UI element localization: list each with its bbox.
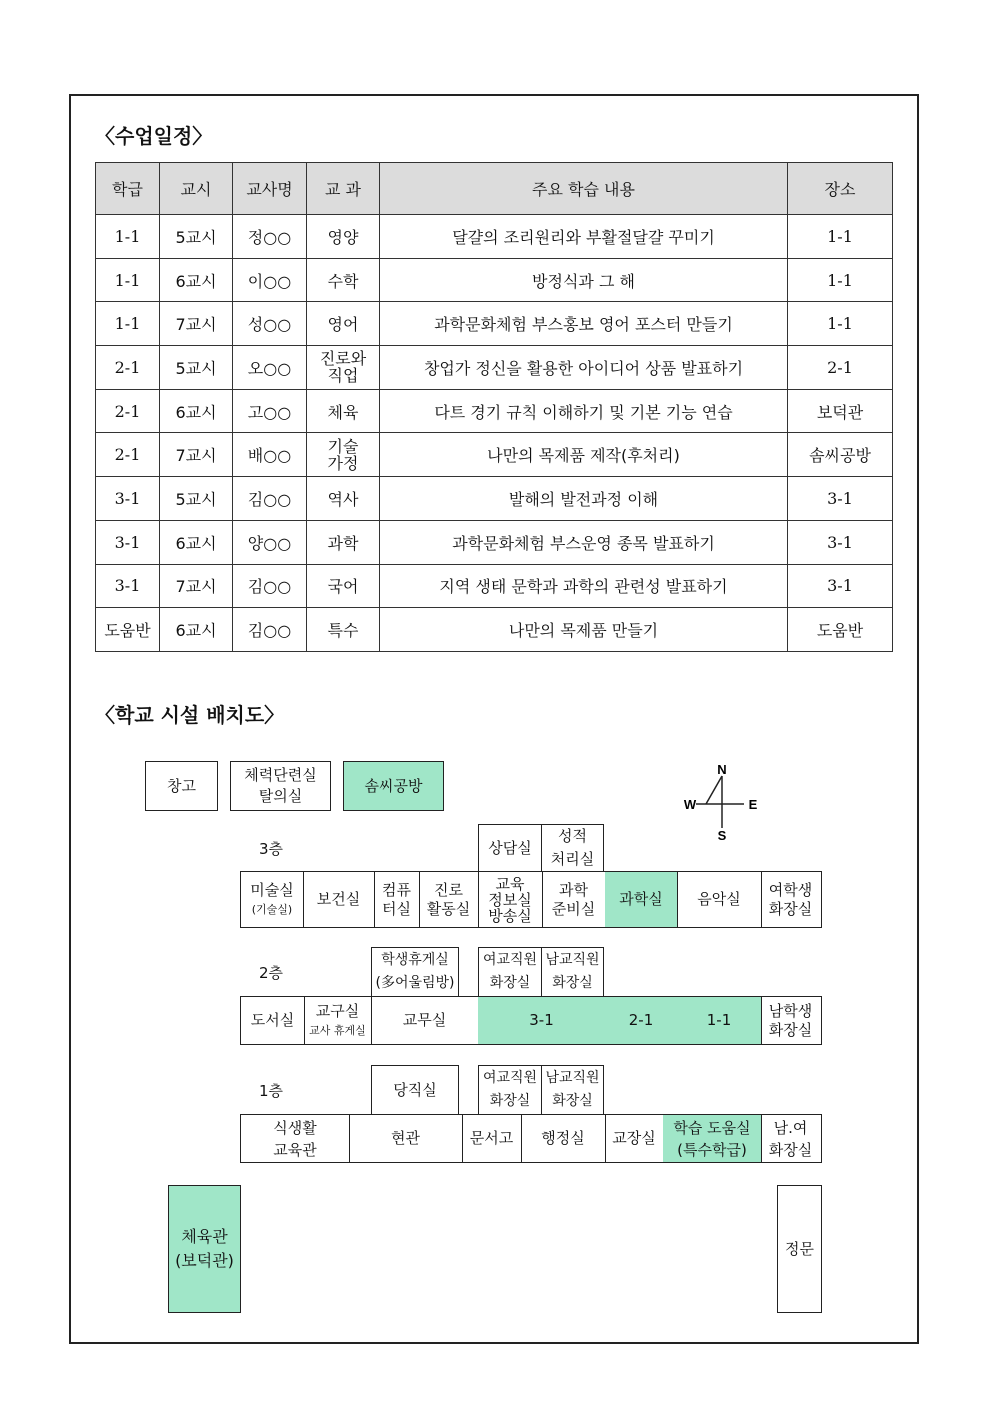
cell-place: 1-1: [788, 215, 893, 259]
cell-place: 3-1: [788, 564, 893, 608]
special-class-room: [663, 1115, 762, 1162]
cell-teacher: 정○○: [233, 215, 307, 259]
table-row: [96, 346, 893, 390]
cell-period: 5교시: [160, 215, 233, 259]
cell-teacher: 이○○: [233, 258, 307, 302]
wc1-label-1: 남.여: [773, 1118, 808, 1137]
cell-teacher: 고○○: [233, 389, 307, 433]
cell-class: 1-1: [96, 258, 160, 302]
cell-class: 1-1: [96, 215, 160, 259]
fwc2-label-2: 화장실: [489, 975, 531, 991]
info-label-3: 방송실: [488, 906, 532, 925]
grades-label-1: 성적: [558, 827, 587, 845]
science-label: 과학실: [619, 890, 663, 908]
floor3-label: 3층: [259, 840, 284, 858]
cell-class: 3-1: [96, 477, 160, 521]
library-label: 도서실: [250, 1011, 295, 1029]
subject-line-2: 직업: [327, 366, 359, 386]
fitness-label-1: 체력단련실: [244, 766, 317, 784]
cell-subject: [307, 346, 380, 390]
c11-label: 1-1: [706, 1011, 732, 1029]
schedule-table: [95, 162, 893, 652]
counsel-label: 상담실: [488, 838, 532, 857]
cell-teacher: 김○○: [233, 564, 307, 608]
floor2-strip: [240, 996, 822, 1045]
lounge-label-2: (多어울림방): [375, 975, 455, 991]
unisex-restroom: [761, 1115, 820, 1162]
night-duty-room: [371, 1065, 459, 1115]
grades-room: [541, 824, 604, 872]
cell-period: 5교시: [160, 346, 233, 390]
info-label-1: 교육: [495, 874, 525, 893]
gym-label-2: (보덕관): [175, 1251, 234, 1270]
subject-line-2: 가정: [327, 453, 359, 473]
header-content: 주요 학습 내용: [380, 163, 788, 215]
storage-room: [145, 761, 218, 811]
computer-label-1: 컴퓨: [382, 880, 411, 899]
teachers-office: [371, 997, 479, 1044]
table-row: [96, 258, 893, 302]
cell-content: 창업가 정신을 활용한 아이디어 상품 발표하기: [380, 346, 788, 390]
cell-place: 보덕관: [788, 389, 893, 433]
header-period: 교시: [160, 163, 233, 215]
cell-subject: 영양: [307, 215, 380, 259]
male-staff-restroom-2f: [541, 947, 604, 997]
table-row: [96, 564, 893, 608]
cell-place: 도움반: [788, 608, 893, 652]
female-staff-restroom-1f: [478, 1065, 542, 1115]
compass-w: W: [683, 797, 697, 812]
male-staff-restroom-1f: [541, 1065, 604, 1115]
cell-period: 5교시: [160, 477, 233, 521]
duty-label: 당직실: [393, 1080, 437, 1099]
diet-education-hall: [241, 1115, 350, 1162]
girls-wc-label-1: 여학생: [768, 880, 813, 899]
cell-period: 7교시: [160, 433, 233, 477]
info-label-2: 정보실: [488, 890, 532, 909]
music-label: 음악실: [697, 890, 741, 908]
prep-label-1: 과학: [559, 880, 588, 899]
art-label-2: (기술실): [251, 902, 293, 916]
cell-teacher: 김○○: [233, 477, 307, 521]
health-label: 보건실: [316, 890, 361, 908]
mwc1-label-2: 화장실: [552, 1093, 593, 1109]
cell-subject: 과학: [307, 520, 380, 564]
gymnasium: [168, 1185, 241, 1313]
info-room: [478, 872, 543, 927]
cell-content: 발해의 발전과정 이해: [380, 477, 788, 521]
counsel-room: [478, 824, 542, 872]
computer-label-2: 터실: [382, 899, 411, 918]
cell-teacher: 배○○: [233, 433, 307, 477]
boys-wc-label-1: 남학생: [768, 1001, 813, 1020]
header-teacher: 교사명: [233, 163, 307, 215]
cell-class: 2-1: [96, 433, 160, 477]
workshop-room: [343, 761, 444, 811]
subject-line-1: 진로와: [319, 349, 367, 369]
cell-content: 나만의 목제품 만들기: [380, 608, 788, 652]
main-gate: [777, 1185, 822, 1313]
equip-label-1: 교구실: [315, 1001, 360, 1020]
table-row: [96, 302, 893, 346]
cell-subject: 수학: [307, 258, 380, 302]
mwc2-label-2: 화장실: [552, 975, 593, 991]
table-row: [96, 477, 893, 521]
art-label-1: 미술실: [250, 880, 294, 899]
floor1-strip: [240, 1114, 822, 1163]
cell-class: 2-1: [96, 389, 160, 433]
cell-class: 1-1: [96, 302, 160, 346]
table-row: [96, 215, 893, 259]
cell-period: 6교시: [160, 258, 233, 302]
compass-icon: [680, 762, 760, 842]
classroom-3-1: [478, 997, 606, 1044]
cell-period: 6교시: [160, 520, 233, 564]
equip-label-2: 교사 휴게실: [309, 1023, 366, 1037]
header-class: 학급: [96, 163, 160, 215]
special-label-1: 학습 도움실: [673, 1118, 751, 1137]
career-label-1: 진로: [434, 880, 463, 899]
principal-label: 교장실: [612, 1129, 656, 1147]
cell-class: 2-1: [96, 346, 160, 390]
cell-content: 다트 경기 규칙 이해하기 및 기본 기능 연습: [380, 389, 788, 433]
cell-teacher: 성○○: [233, 302, 307, 346]
music-room: [677, 872, 762, 927]
office-label: 교무실: [402, 1011, 447, 1029]
table-row: [96, 608, 893, 652]
science-prep-room: [542, 872, 606, 927]
cell-place: 3-1: [788, 520, 893, 564]
floor1-label: 1층: [259, 1082, 284, 1100]
table-row: [96, 520, 893, 564]
fwc2-label-1: 여교직원: [482, 952, 538, 968]
cell-content: 나만의 목제품 제작(후처리): [380, 433, 788, 477]
cell-content: 과학문화체험 부스운영 종목 발표하기: [380, 520, 788, 564]
map-title: 〈학교 시설 배치도〉: [95, 703, 285, 727]
cell-content: 달걀의 조리원리와 부활절달걀 꾸미기: [380, 215, 788, 259]
cell-content: 과학문화체험 부스홍보 영어 포스터 만들기: [380, 302, 788, 346]
female-staff-restroom-2f: [478, 947, 542, 997]
cell-place: 2-1: [788, 346, 893, 390]
cell-period: 6교시: [160, 389, 233, 433]
table-row: [96, 389, 893, 433]
cell-content: 방정식과 그 해: [380, 258, 788, 302]
cell-content: 지역 생태 문학과 과학의 관련성 발표하기: [380, 564, 788, 608]
health-room: [303, 872, 375, 927]
header-subject: 교 과: [307, 163, 380, 215]
floor2-label: 2층: [259, 964, 284, 982]
cell-subject: 체육: [307, 389, 380, 433]
fitness-room: [230, 761, 331, 811]
subject-line-1: 기술: [327, 436, 359, 456]
table-row: [96, 433, 893, 477]
cell-class: 3-1: [96, 520, 160, 564]
entrance-hall: [349, 1115, 463, 1162]
c21-label: 2-1: [628, 1011, 654, 1029]
cell-subject: 역사: [307, 477, 380, 521]
lounge-label-1: 학생휴게실: [381, 952, 449, 968]
girls-wc-label-2: 화장실: [768, 899, 813, 918]
principal-office: [605, 1115, 664, 1162]
admin-label: 행정실: [541, 1129, 585, 1147]
cell-teacher: 오○○: [233, 346, 307, 390]
prep-label-2: 준비실: [551, 899, 596, 918]
classroom-2-1: [605, 997, 678, 1044]
gym-label-1: 체육관: [181, 1227, 228, 1246]
cell-place: 솜씨공방: [788, 433, 893, 477]
compass-arrow-line: [706, 776, 722, 804]
classroom-1-1: [677, 997, 762, 1044]
document-room: [462, 1115, 522, 1162]
docs-label: 문서고: [469, 1129, 514, 1147]
entrance-label: 현관: [391, 1129, 420, 1147]
cell-period: 7교시: [160, 564, 233, 608]
c31-label: 3-1: [529, 1011, 554, 1029]
cell-period: 7교시: [160, 302, 233, 346]
compass-s: S: [717, 828, 727, 842]
cell-subject: 특수: [307, 608, 380, 652]
cell-teacher: 양○○: [233, 520, 307, 564]
gate-label: 정문: [785, 1239, 814, 1258]
career-label-2: 활동실: [426, 899, 471, 918]
girls-restroom: [761, 872, 820, 927]
career-room: [419, 872, 479, 927]
science-room: [605, 872, 678, 927]
grades-label-2: 처리실: [550, 850, 595, 868]
compass-e: E: [748, 797, 758, 812]
cell-subject: [307, 433, 380, 477]
fitness-label-2: 탈의실: [258, 787, 303, 805]
floor3-strip: [240, 871, 822, 928]
header-place: 장소: [788, 163, 893, 215]
cell-place: 1-1: [788, 258, 893, 302]
cell-class: 3-1: [96, 564, 160, 608]
student-lounge: [371, 947, 459, 997]
fwc1-label-2: 화장실: [489, 1093, 531, 1109]
cell-place: 3-1: [788, 477, 893, 521]
boys-wc-label-2: 화장실: [768, 1020, 813, 1039]
workshop-label: 솜씨공방: [364, 776, 423, 795]
wc1-label-2: 화장실: [768, 1140, 813, 1159]
fwc1-label-1: 여교직원: [482, 1070, 538, 1086]
mwc1-label-1: 남교직원: [545, 1070, 600, 1086]
schedule-title: 〈수업일정〉: [95, 124, 213, 148]
admin-office: [521, 1115, 606, 1162]
equipment-room: [304, 997, 372, 1044]
compass-n: N: [717, 762, 727, 777]
cell-subject: 영어: [307, 302, 380, 346]
special-label-2: (특수학급): [677, 1140, 747, 1159]
mwc2-label-1: 남교직원: [545, 952, 600, 968]
computer-room: [374, 872, 420, 927]
library-room: [241, 997, 305, 1044]
art-room: [241, 872, 304, 927]
table-header-row: [96, 163, 893, 215]
diet-label-1: 식생활: [273, 1118, 317, 1137]
cell-period: 6교시: [160, 608, 233, 652]
cell-class: 도움반: [96, 608, 160, 652]
storage-label: 창고: [167, 776, 196, 795]
cell-place: 1-1: [788, 302, 893, 346]
cell-subject: 국어: [307, 564, 380, 608]
diet-label-2: 교육관: [273, 1140, 317, 1159]
boys-restroom: [761, 997, 820, 1044]
cell-teacher: 김○○: [233, 608, 307, 652]
